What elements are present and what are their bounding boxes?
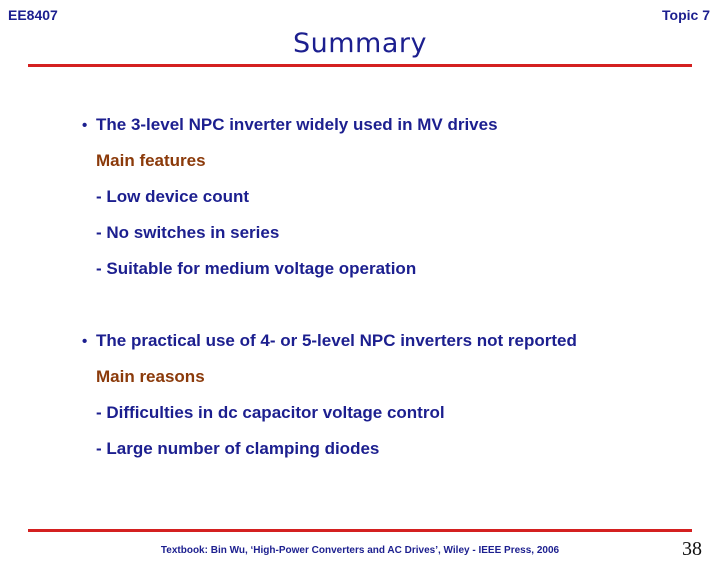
reason-item-1: - Difficulties in dc capacitor voltage control	[96, 403, 445, 422]
top-divider	[28, 64, 692, 67]
page-number: 38	[682, 538, 702, 560]
bottom-divider	[28, 529, 692, 532]
feature-item-3: - Suitable for medium voltage operation	[96, 259, 417, 278]
feature-item-1: - Low device count	[96, 187, 250, 206]
course-code: EE8407	[8, 7, 58, 23]
textbook-reference: Textbook: Bin Wu, ‘High-Power Converters and AC Drives’, Wiley - IEEE Press, 2006	[160, 545, 560, 556]
feature-item-2: - No switches in series	[96, 223, 280, 242]
topic-label: Topic 7	[662, 7, 710, 23]
bullet-item-1	[82, 115, 498, 135]
bullet-item-2	[82, 331, 577, 351]
section-heading-2: Main reasons	[96, 367, 205, 386]
bullet-dot-icon: •	[82, 117, 88, 134]
bullet-dot-icon: •	[82, 333, 88, 350]
bullet-text-1: The 3-level NPC inverter widely used in MV drives	[96, 115, 498, 134]
section-heading-1: Main features	[96, 151, 206, 170]
slide-title: Summary	[293, 28, 427, 59]
bullet-text-2: The practical use of 4- or 5-level NPC inverters not reported	[96, 331, 577, 350]
reason-item-2: - Large number of clamping diodes	[96, 439, 380, 458]
